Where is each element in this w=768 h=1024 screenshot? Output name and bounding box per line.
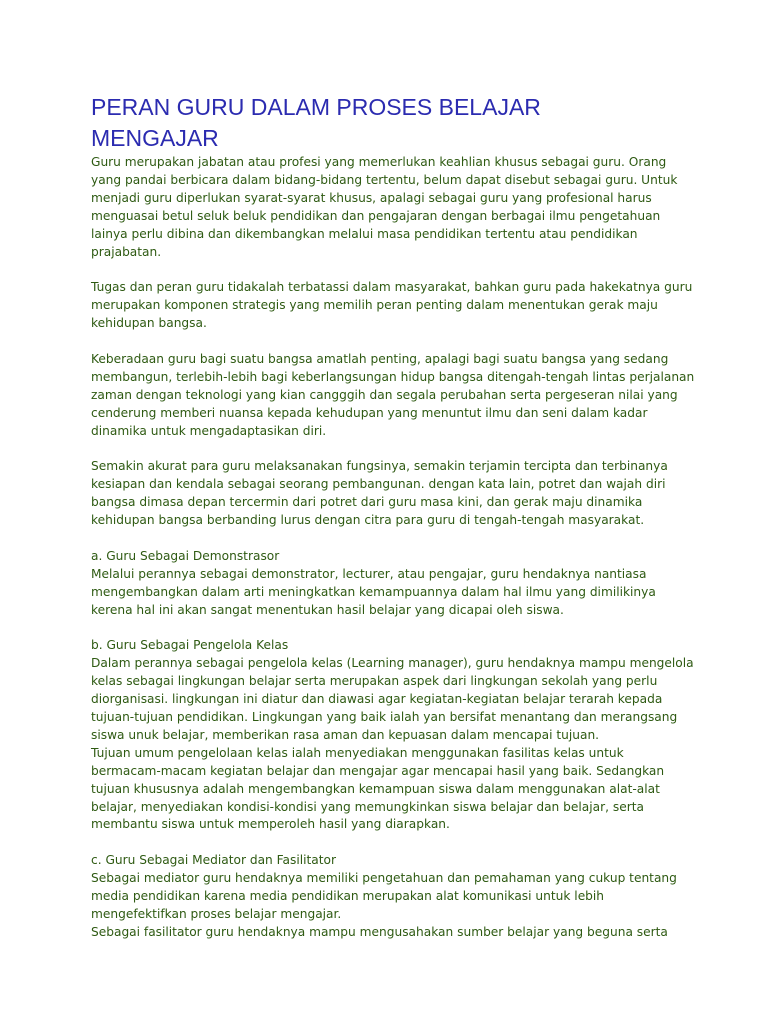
section-heading: c. Guru Sebagai Mediator dan Fasilitator xyxy=(91,853,337,868)
text-line: lainya perlu dibina dan dikembangkan melalui masa pendidikan tertentu atau pendidikan xyxy=(91,226,638,241)
text-line: Melalui perannya sebagai demonstrator, lecturer, atau pengajar, guru hendaknya nantiasa xyxy=(91,566,647,581)
text-line: Sebagai fasilitator guru hendaknya mampu mengusahakan sumber belajar yang beguna serta xyxy=(91,924,668,939)
text-line: menguasai betul seluk beluk pendidikan dan pengajaran dengan berbagai ilmu pengetahuan xyxy=(91,208,661,223)
paragraph-semakin xyxy=(91,458,691,530)
paragraph-tugas xyxy=(91,279,691,333)
text-line: Keberadaan guru bagi suatu bangsa amatlah penting, apalagi bagi suatu bangsa yang sedang xyxy=(91,351,669,366)
section-pengelola-kelas xyxy=(91,637,694,834)
text-line: mengefektifkan proses belajar mengajar. xyxy=(91,906,342,921)
paragraph-intro xyxy=(91,154,691,261)
text-line: Tugas dan peran guru tidakalah terbatassi dalam masyarakat, bahkan guru pada hakekatnya guru xyxy=(91,280,693,295)
text-line: Tujuan umum pengelolaan kelas ialah menyediakan menggunakan fasilitas kelas untuk xyxy=(91,745,624,760)
text-line: kerena hal ini akan sangat menentukan hasil belajar yang dicapai oleh siswa. xyxy=(91,602,564,617)
text-line: bangsa dimasa depan tercermin dari potret dari guru masa kini, dan gerak maju dinamika xyxy=(91,495,643,510)
text-line: diorganisasi. lingkungan ini diatur dan diawasi agar kegiatan-kegiatan belajar terarah kepada xyxy=(91,692,663,707)
text-line: yang pandai berbicara dalam bidang-bidang tertentu, belum dapat disebut sebagai guru. Untuk xyxy=(91,172,678,187)
text-line: Sebagai mediator guru hendaknya memiliki pengetahuan dan pemahaman yang cukup tentang xyxy=(91,871,677,886)
text-line: Semakin akurat para guru melaksanakan fungsinya, semakin terjamin tercipta dan terbinanya xyxy=(91,459,668,474)
title-line: MENGAJAR xyxy=(91,125,219,151)
text-line: dinamika untuk mengadaptasikan diri. xyxy=(91,423,327,438)
text-line: tujuan khususnya adalah mengembangkan kemampuan siswa dalam menggunakan alat-alat xyxy=(91,781,660,796)
text-line: merupakan komponen strategis yang memilih peran penting dalam menentukan gerak maju xyxy=(91,298,658,313)
text-line: bermacam-macam kegiatan belajar dan mengajar agar mencapai hasil yang baik. Sedangkan xyxy=(91,763,665,778)
text-line: kehidupan bangsa berbanding lurus dengan citra para guru di tengah-tengah masyarakat. xyxy=(91,513,645,528)
text-line: tujuan-tujuan pendidikan. Lingkungan yang baik ialah yan bersifat menantang dan merangsang xyxy=(91,710,678,725)
document-title xyxy=(91,92,691,154)
text-line: membantu siswa untuk memperoleh hasil yang diarapkan. xyxy=(91,817,450,832)
document-page xyxy=(91,92,695,960)
text-line: mengembangkan dalam arti meningkatkan kemampuannya dalam hal ilmu yang dimilikinya xyxy=(91,584,656,599)
section-mediator-fasilitator xyxy=(91,852,691,942)
section-demonstrator xyxy=(91,548,691,620)
text-line: cenderung memberi nuansa kepada kehudupan yang menuntut ilmu dan seni dalam kadar xyxy=(91,405,648,420)
section-heading: a. Guru Sebagai Demonstrasor xyxy=(91,548,280,563)
text-line: kesiapan dan kendala sebagai seorang pembangunan. dengan kata lain, potret dan wajah diri xyxy=(91,477,666,492)
text-line: kehidupan bangsa. xyxy=(91,316,207,331)
text-line: zaman dengan teknologi yang kian cangggih dan segala perubahan serta pergeseran nilai yang xyxy=(91,387,678,402)
text-line: menjadi guru diperlukan syarat-syarat khusus, apalagi sebagai guru yang profesional harus xyxy=(91,190,652,205)
text-line: Dalam perannya sebagai pengelola kelas (Learning manager), guru hendaknya mampu mengelola xyxy=(91,656,694,671)
text-line: siswa unuk belajar, memberikan rasa aman dan kepuasan dalam mencapai tujuan. xyxy=(91,727,600,742)
text-line: kelas sebagai lingkungan belajar serta merupakan aspek dari lingkungan sekolah yang perlu xyxy=(91,674,658,689)
text-line: media pendidikan karena media pendidikan merupakan alat komunikasi untuk lebih xyxy=(91,889,605,904)
text-line: Guru merupakan jabatan atau profesi yang memerlukan keahlian khusus sebagai guru. Orang xyxy=(91,155,667,169)
text-line: prajabatan. xyxy=(91,244,162,259)
text-line: membangun, terlebih-lebih bagi keberlangsungan hidup bangsa ditengah-tengah lintas perjalanan xyxy=(91,369,695,384)
paragraph-keberadaan xyxy=(91,351,695,441)
title-line: PERAN GURU DALAM PROSES BELAJAR xyxy=(91,94,541,120)
text-line: belajar, menyediakan kondisi-kondisi yang memungkinkan siswa belajar dan belajar, serta xyxy=(91,799,644,814)
section-heading: b. Guru Sebagai Pengelola Kelas xyxy=(91,638,289,653)
document-body xyxy=(91,154,695,942)
